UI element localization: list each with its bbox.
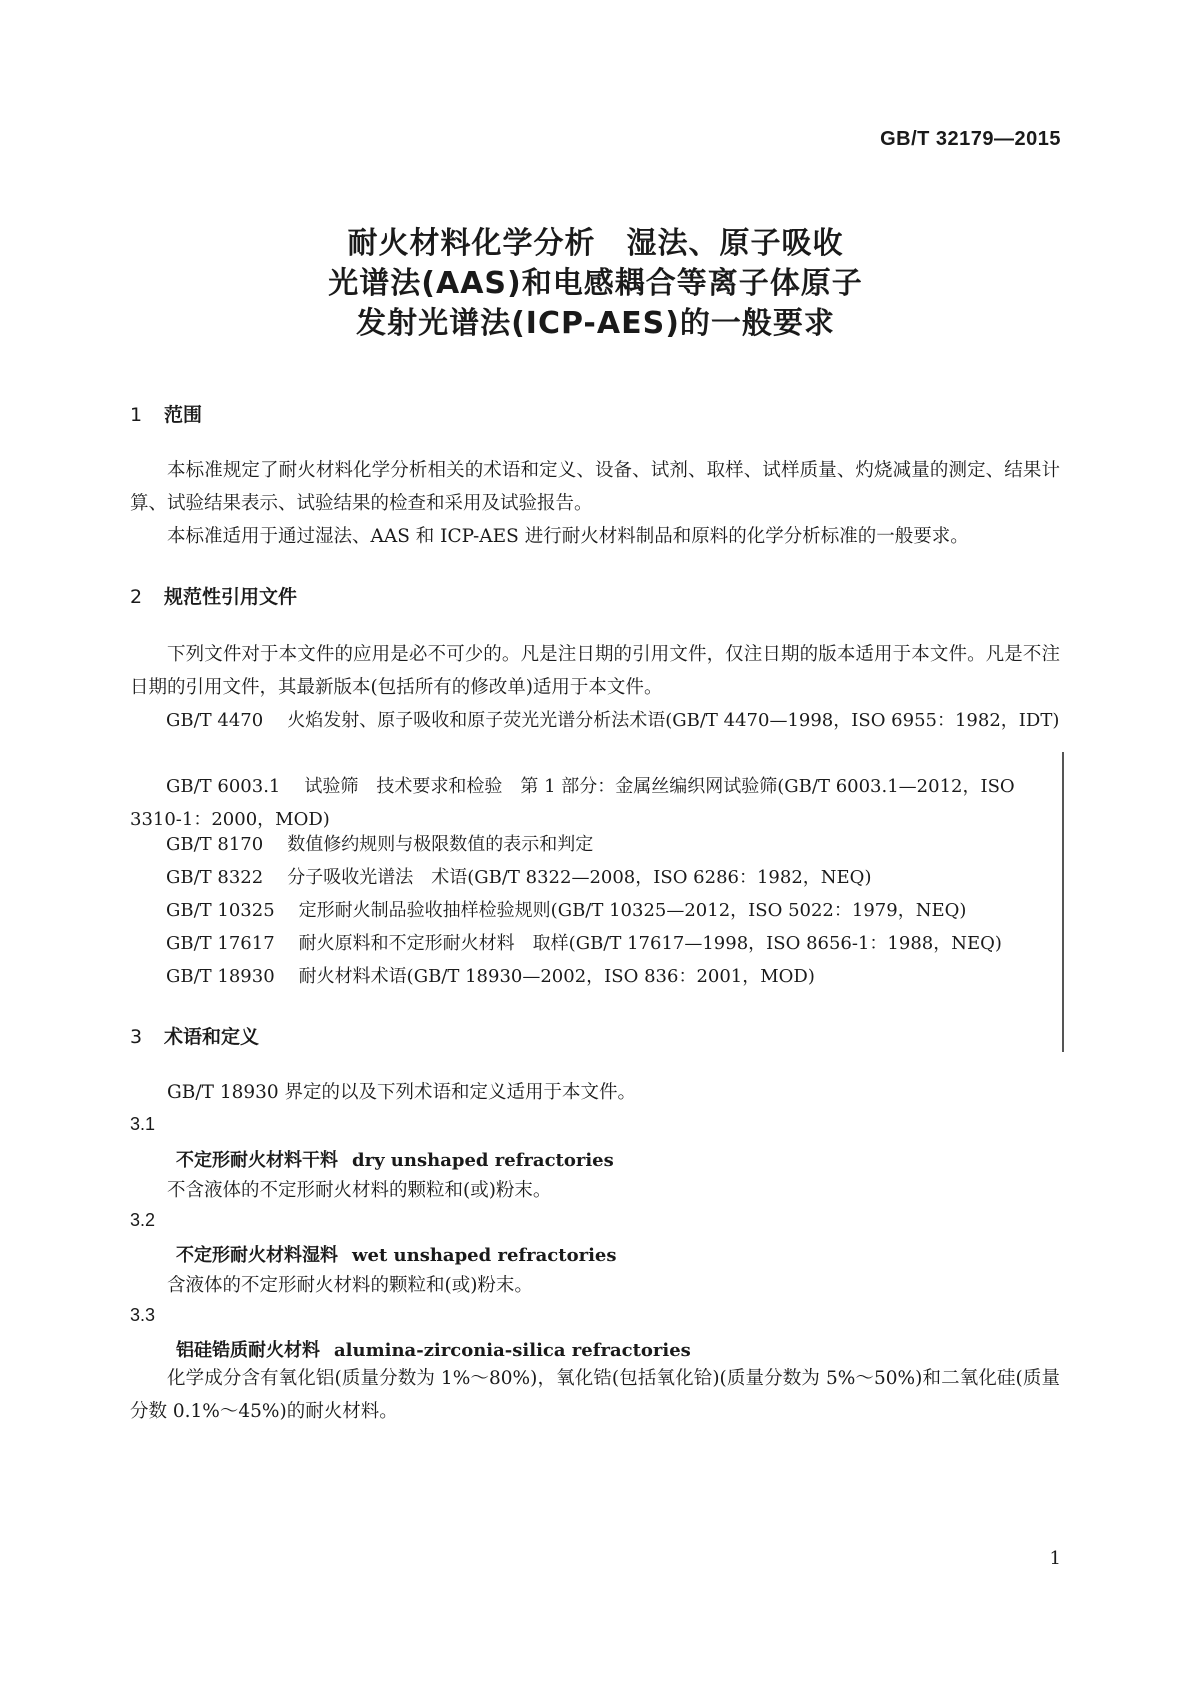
reference-item [130,704,1060,737]
scope-paragraph-1: 本标准规定了耐火材料化学分析相关的术语和定义、设备、试剂、取样、试样质量、灼烧减量的测定、结果计算、试验结果表示、试验结果的检查和采用及试验报告。 [130,460,1060,514]
section-3-heading [130,1022,259,1049]
term-name-cn: 不定形耐火材料湿料 [176,1245,338,1266]
section-1-heading [130,400,202,427]
term-definition: 化学成分含有氧化铝(质量分数为 1%～80%)，氧化锆(包括氧化铪)(质量分数为 5%～50%)和二氧化硅(质量分数 0.1%～45%)的耐火材料。 [130,1368,1060,1422]
reference-code: GB/T 17617 [166,933,275,954]
page-number: 1 [1049,1548,1061,1569]
reference-code: GB/T 8170 [166,834,264,855]
reference-text: 火焰发射、原子吸收和原子荧光光谱分析法术语(GB/T 4470—1998，ISO 6955：1982，IDT) [287,710,1060,731]
term-name-en: dry unshaped refractories [352,1150,614,1171]
reference-item [130,770,1060,836]
reference-text: 分子吸收光谱法 术语(GB/T 8322—2008，ISO 6286：1982，NEQ) [287,867,872,888]
section-title: 范围 [164,404,203,426]
reference-code: GB/T 10325 [166,900,275,921]
reference-item [130,861,1060,894]
document-title-line-2: 光谱法(AAS)和电感耦合等离子体原子 [328,266,863,301]
reference-code: GB/T 6003.1 [166,776,281,797]
section-number: 2 [130,586,143,608]
term-name [176,1336,691,1362]
term-name [176,1241,617,1267]
reference-text: 耐火材料术语(GB/T 18930—2002，ISO 836：2001，MOD) [298,966,815,987]
standard-number: GB/T 32179—2015 [880,128,1061,150]
reference-code: GB/T 8322 [166,867,264,888]
document-title-line-3: 发射光谱法(ICP-AES)的一般要求 [356,306,835,341]
term-name-cn: 铝硅锆质耐火材料 [176,1340,320,1361]
normative-intro-paragraph: 下列文件对于本文件的应用是必不可少的。凡是注日期的引用文件，仅注日期的版本适用于本文件。凡是不注日期的引用文件，其最新版本(包括所有的修改单)适用于本文件。 [130,644,1060,698]
term-number: 3.1 [130,1114,156,1134]
section-title: 术语和定义 [164,1026,260,1048]
reference-code: GB/T 18930 [166,966,275,987]
term-number: 3.3 [130,1305,156,1325]
term-name [176,1146,614,1172]
section-title: 规范性引用文件 [164,586,298,608]
terms-intro-paragraph: GB/T 18930 界定的以及下列术语和定义适用于本文件。 [167,1082,637,1103]
term-name-cn: 不定形耐火材料干料 [176,1150,338,1171]
reference-text: 耐火原料和不定形耐火材料 取样(GB/T 17617—1998，ISO 8656-1：1988，NEQ) [298,933,1002,954]
reference-item [130,960,1060,993]
change-bar [1062,752,1064,1052]
reference-text: 数值修约规则与极限数值的表示和判定 [287,834,594,855]
term-number: 3.2 [130,1210,156,1230]
scope-paragraph-2: 本标准适用于通过湿法、AAS 和 ICP-AES 进行耐火材料制品和原料的化学分析标准的一般要求。 [167,526,969,547]
section-number: 1 [130,404,143,426]
reference-text: 定形耐火制品验收抽样检验规则(GB/T 10325—2012，ISO 5022：1979，NEQ) [298,900,967,921]
section-2-heading [130,582,297,609]
reference-item [130,894,1060,927]
reference-item [130,828,1060,861]
term-definition: 不含液体的不定形耐火材料的颗粒和(或)粉末。 [167,1180,552,1201]
term-name-en: alumina-zirconia-silica refractories [334,1340,691,1361]
term-definition: 含液体的不定形耐火材料的颗粒和(或)粉末。 [167,1275,533,1296]
reference-item [130,927,1060,960]
term-name-en: wet unshaped refractories [352,1245,617,1266]
document-title-line-1: 耐火材料化学分析 湿法、原子吸收 [347,226,844,261]
reference-code: GB/T 4470 [166,710,264,731]
section-number: 3 [130,1026,143,1048]
reference-text: 试验筛 技术要求和检验 第 1 部分：金属丝编织网试验筛(GB/T 6003.1—2012，ISO 3310-1：2000，MOD) [130,776,1015,830]
